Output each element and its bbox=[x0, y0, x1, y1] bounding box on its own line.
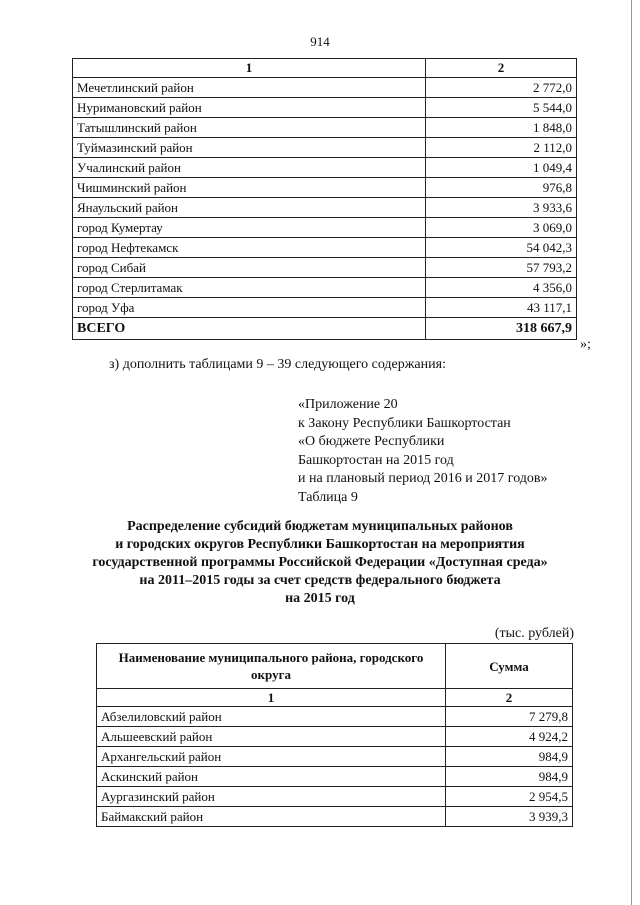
amount-value: 4 356,0 bbox=[426, 278, 577, 298]
table-row bbox=[97, 747, 573, 767]
column-number: 2 bbox=[446, 689, 573, 707]
title-line: Распределение субсидий бюджетам муниципальных районов bbox=[127, 519, 513, 534]
table-row bbox=[73, 298, 577, 318]
district-name: Чишминский район bbox=[73, 178, 426, 198]
amount-value: 4 924,2 bbox=[446, 727, 573, 747]
title-line: государственной программы Российской Федерации «Доступная среда» bbox=[92, 555, 548, 570]
table-row bbox=[73, 98, 577, 118]
title-line: на 2011–2015 годы за счет средств федерального бюджета bbox=[139, 573, 501, 588]
column-header: 1 bbox=[73, 59, 426, 78]
appendix-line: Таблица 9 bbox=[298, 489, 358, 505]
amount-value: 2 112,0 bbox=[426, 138, 577, 158]
table-row bbox=[97, 707, 573, 727]
amount-value: 1 049,4 bbox=[426, 158, 577, 178]
table-row bbox=[73, 258, 577, 278]
amount-value: 2 772,0 bbox=[426, 78, 577, 98]
district-name: город Сибай bbox=[73, 258, 426, 278]
table-header-row bbox=[97, 644, 573, 689]
table-body bbox=[73, 78, 577, 340]
table-row bbox=[73, 78, 577, 98]
table-row bbox=[97, 787, 573, 807]
table-row bbox=[73, 158, 577, 178]
total-row bbox=[73, 318, 577, 340]
amount-value: 1 848,0 bbox=[426, 118, 577, 138]
subsidy-table-continued bbox=[72, 58, 577, 340]
appendix-line: к Закону Республики Башкортостан bbox=[298, 415, 511, 431]
table-row bbox=[73, 278, 577, 298]
table-row bbox=[73, 118, 577, 138]
district-name: Учалинский район bbox=[73, 158, 426, 178]
table-row bbox=[97, 807, 573, 827]
table-row bbox=[73, 198, 577, 218]
column-number-row bbox=[97, 689, 573, 707]
district-name: Альшеевский район bbox=[97, 727, 446, 747]
district-name: Янаульский район bbox=[73, 198, 426, 218]
district-name: Аургазинский район bbox=[97, 787, 446, 807]
appendix-line: «Приложение 20 bbox=[298, 397, 398, 412]
table-body bbox=[97, 707, 573, 827]
amount-value: 984,9 bbox=[446, 747, 573, 767]
district-name: город Уфа bbox=[73, 298, 426, 318]
district-name: Аскинский район bbox=[97, 767, 446, 787]
subsidy-distribution-table bbox=[96, 643, 573, 827]
district-name: город Стерлитамак bbox=[73, 278, 426, 298]
district-name: Татышлинский район bbox=[73, 118, 426, 138]
amount-value: 984,9 bbox=[446, 767, 573, 787]
column-number: 1 bbox=[97, 689, 446, 707]
total-value: 318 667,9 bbox=[426, 318, 577, 340]
column-header-sum: Сумма bbox=[446, 644, 573, 689]
table-title bbox=[60, 518, 580, 608]
amount-value: 7 279,8 bbox=[446, 707, 573, 727]
table-row bbox=[73, 138, 577, 158]
district-name: город Нефтекамск bbox=[73, 238, 426, 258]
table-row bbox=[73, 238, 577, 258]
table-header-row bbox=[73, 59, 577, 78]
district-name: Баймакский район bbox=[97, 807, 446, 827]
district-name: Архангельский район bbox=[97, 747, 446, 767]
table-row bbox=[73, 178, 577, 198]
table-row bbox=[97, 727, 573, 747]
table-row bbox=[73, 218, 577, 238]
amount-value: 3 069,0 bbox=[426, 218, 577, 238]
amount-value: 976,8 bbox=[426, 178, 577, 198]
district-name: город Кумертау bbox=[73, 218, 426, 238]
appendix-line: Башкортостан на 2015 год bbox=[298, 452, 454, 468]
closing-quote: »; bbox=[580, 337, 591, 352]
amount-value: 3 939,3 bbox=[446, 807, 573, 827]
appendix-line: и на плановый период 2016 и 2017 годов» bbox=[298, 471, 548, 486]
district-name: Мечетлинский район bbox=[73, 78, 426, 98]
units-label: (тыс. рублей) bbox=[494, 626, 574, 641]
amount-value: 54 042,3 bbox=[426, 238, 577, 258]
district-name: Туймазинский район bbox=[73, 138, 426, 158]
total-label: ВСЕГО bbox=[73, 318, 426, 340]
column-header-name: Наименование муниципального района, городского округа bbox=[97, 644, 446, 689]
table-row bbox=[97, 767, 573, 787]
amount-value: 57 793,2 bbox=[426, 258, 577, 278]
district-name: Нуримановский район bbox=[73, 98, 426, 118]
amount-value: 5 544,0 bbox=[426, 98, 577, 118]
page-edge bbox=[631, 0, 632, 905]
title-line: на 2015 год bbox=[285, 591, 355, 606]
amount-value: 3 933,6 bbox=[426, 198, 577, 218]
page-number: 914 bbox=[310, 34, 330, 49]
amendment-paragraph: з) дополнить таблицами 9 – 39 следующего содержания: bbox=[109, 357, 446, 372]
column-header: 2 bbox=[426, 59, 577, 78]
appendix-line: «О бюджете Республики bbox=[298, 434, 445, 449]
amount-value: 2 954,5 bbox=[446, 787, 573, 807]
appendix-header bbox=[298, 396, 548, 507]
district-name: Абзелиловский район bbox=[97, 707, 446, 727]
title-line: и городских округов Республики Башкортостан на мероприятия bbox=[115, 537, 525, 552]
amount-value: 43 117,1 bbox=[426, 298, 577, 318]
